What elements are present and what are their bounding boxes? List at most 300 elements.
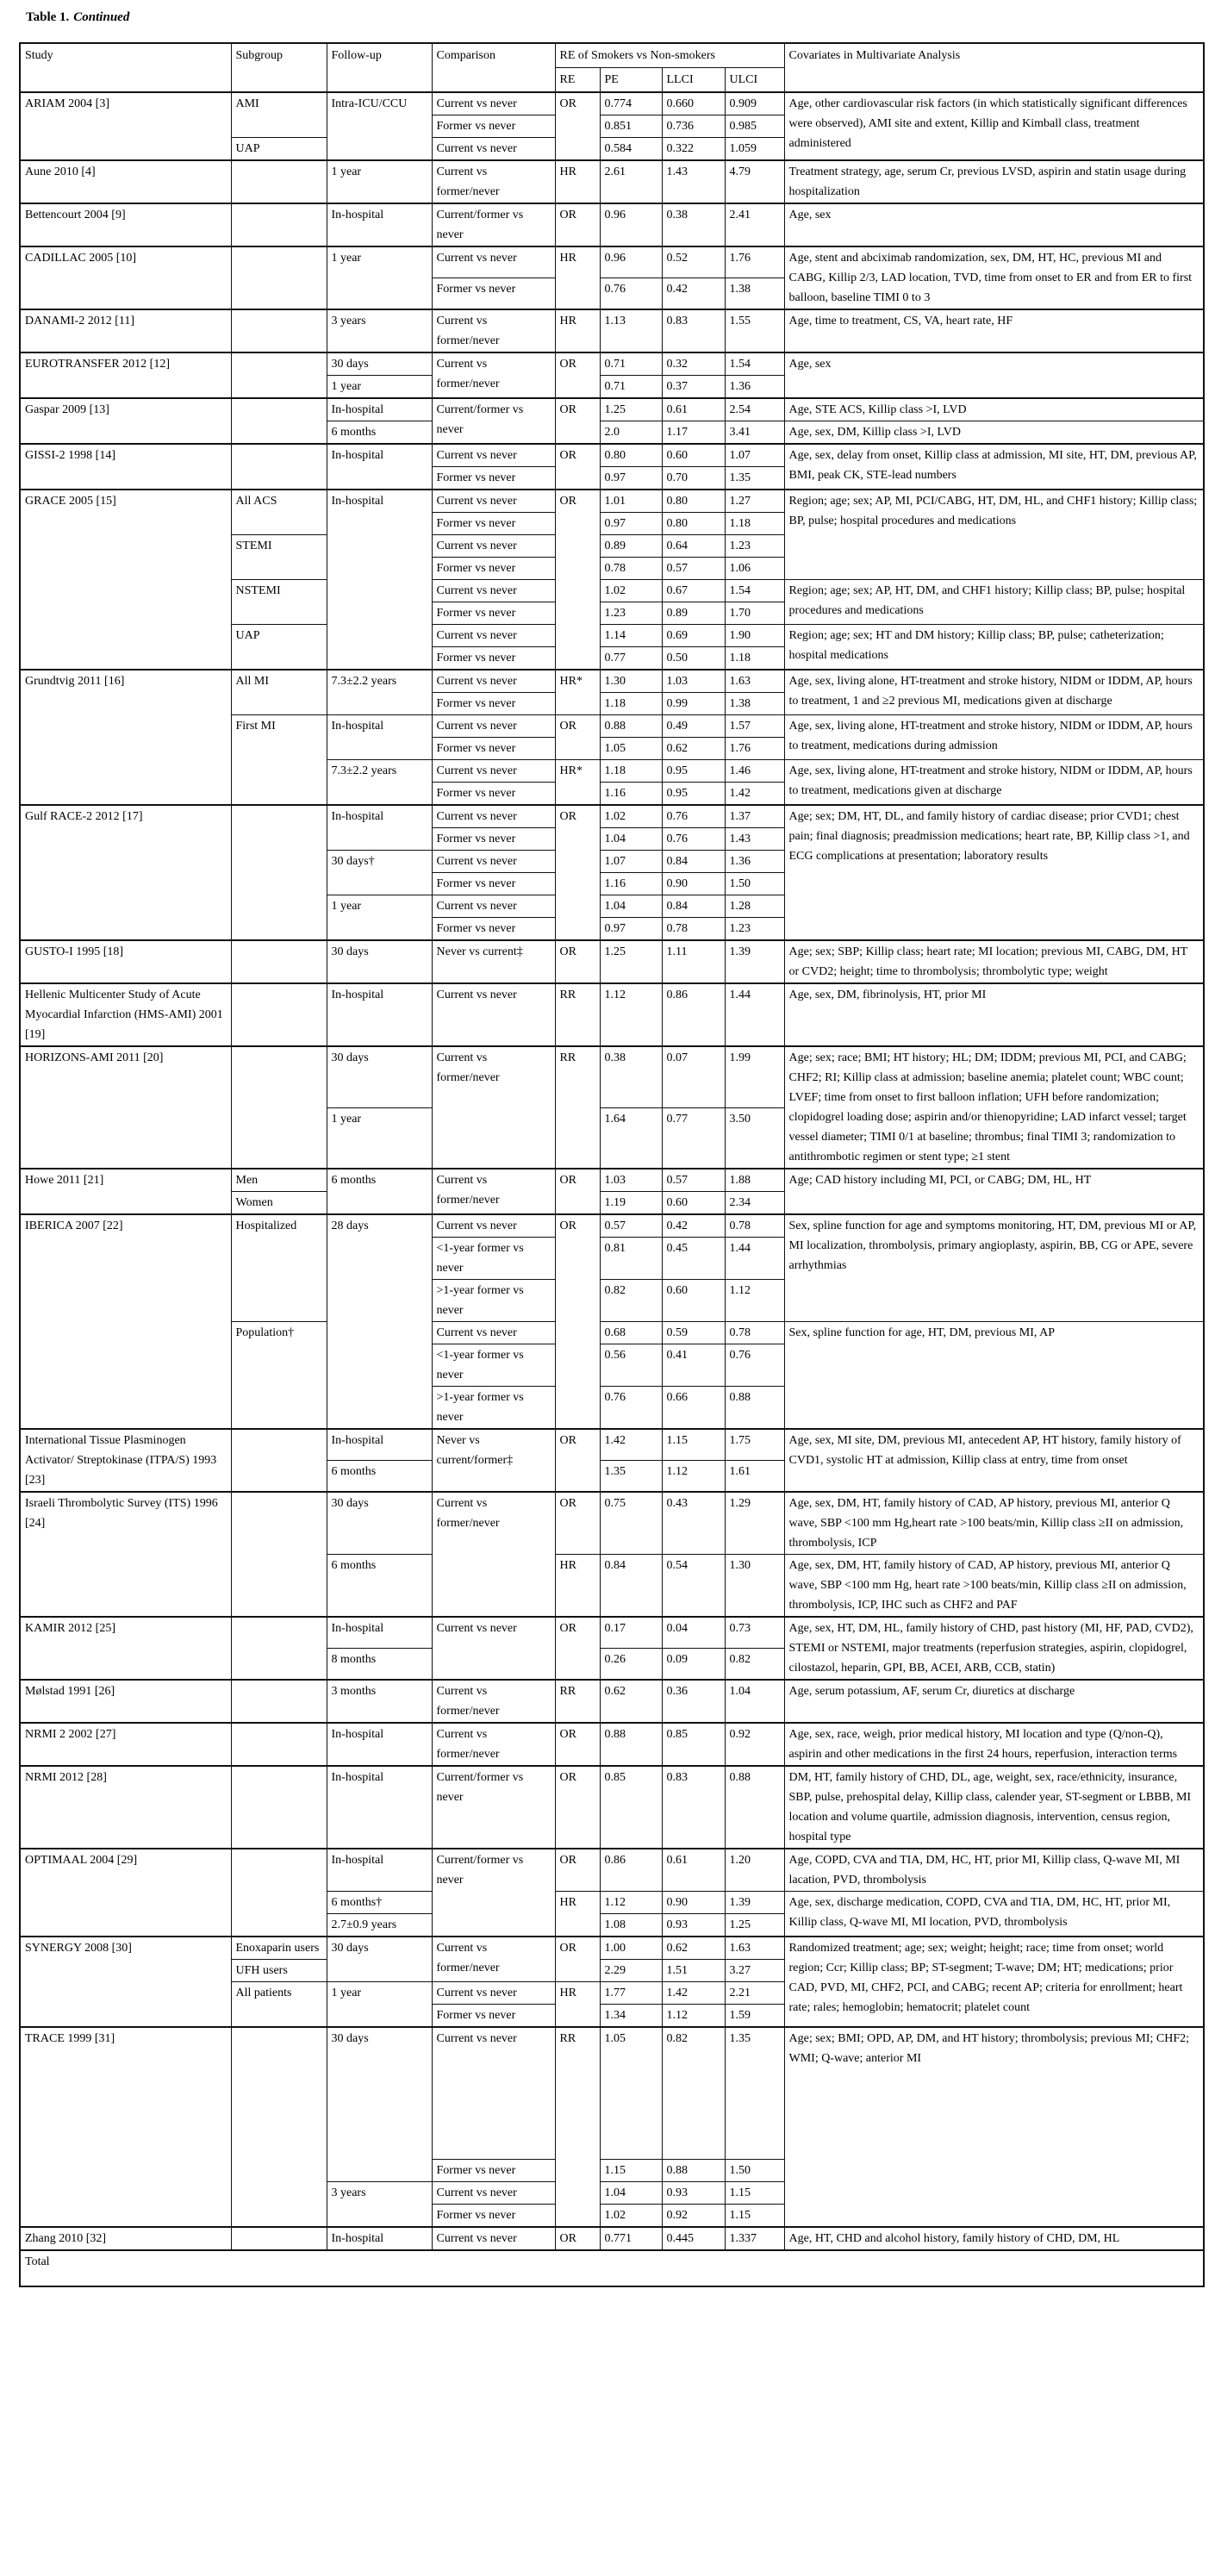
table-cell: 0.41 bbox=[662, 1344, 725, 1387]
table-cell: Current vs never bbox=[432, 1982, 555, 2005]
table-cell: 4.79 bbox=[725, 160, 784, 203]
studies-table bbox=[19, 42, 1205, 2287]
table-cell: Age, sex, DM, HT, family history of CAD, AP history, previous MI, anterior Q wave, SBP <100 mm Hg,heart rate >100 beats/min, Killip class ≥II on admission, thrombolysis, ICP bbox=[784, 1492, 1204, 1555]
table-cell: 0.736 bbox=[662, 115, 725, 138]
table-cell: In-hospital bbox=[327, 1617, 432, 1649]
table-cell: OR bbox=[555, 805, 600, 940]
table-cell: 1.07 bbox=[600, 851, 662, 873]
table-cell: Current vs never bbox=[432, 2227, 555, 2250]
table-cell: 1.12 bbox=[662, 2005, 725, 2028]
table-cell: 0.771 bbox=[600, 2227, 662, 2250]
table-cell: Former vs never bbox=[432, 647, 555, 671]
table-cell: In-hospital bbox=[327, 805, 432, 851]
header-cell: Covariates in Multivariate Analysis bbox=[784, 43, 1204, 92]
table-cell bbox=[231, 246, 327, 309]
table-cell: Former vs never bbox=[432, 2005, 555, 2028]
table-cell: 2.41 bbox=[725, 203, 784, 246]
table-cell: 2.0 bbox=[600, 421, 662, 445]
table-cell: 1.35 bbox=[725, 467, 784, 490]
table-cell: UAP bbox=[231, 138, 327, 161]
table-cell: Never vs current/former‡ bbox=[432, 1429, 555, 1492]
table-cell: 30 days bbox=[327, 1046, 432, 1107]
table-cell: 1.76 bbox=[725, 246, 784, 278]
table-cell: 0.92 bbox=[725, 1723, 784, 1766]
table-cell: RR bbox=[555, 1680, 600, 1723]
table-cell: OR bbox=[555, 1723, 600, 1766]
table-cell: Current vs never bbox=[432, 1322, 555, 1344]
table-cell: 0.78 bbox=[725, 1322, 784, 1344]
table-cell: 1.15 bbox=[725, 2182, 784, 2205]
table-cell: 0.38 bbox=[662, 203, 725, 246]
table-cell: 0.84 bbox=[600, 1555, 662, 1618]
table-cell: 1.63 bbox=[725, 670, 784, 693]
table-cell: OR bbox=[555, 92, 600, 160]
table-cell: Former vs never bbox=[432, 2160, 555, 2182]
study-cell: TRACE 1999 [31] bbox=[20, 2027, 231, 2227]
table-cell: 1.06 bbox=[725, 558, 784, 580]
table-cell: HR bbox=[555, 1892, 600, 1937]
table-cell: 1.02 bbox=[600, 580, 662, 602]
table-title bbox=[26, 10, 1215, 25]
table-cell: 0.76 bbox=[662, 828, 725, 851]
study-cell: GRACE 2005 [15] bbox=[20, 490, 231, 670]
table-cell bbox=[231, 1492, 327, 1617]
table-cell: 0.38 bbox=[600, 1046, 662, 1107]
table-cell: Enoxaparin users bbox=[231, 1937, 327, 1960]
header-cell: LLCI bbox=[662, 68, 725, 93]
table-cell: 0.80 bbox=[662, 490, 725, 513]
table-cell: Age; sex; race; BMI; HT history; HL; DM; IDDM; previous MI, PCI, and CABG; CHF2; RI; Killip class at admission; baseline anemia; platelet count; WBC count; LVEF; time from onset to first balloon inflation; UFH before randomization; clopidogrel loading dose; aspirin and/or thienopyridine; LAD infarct vessel; target vessel diameter; TIMI 0/1 at baseline; thrombus; final TIMI 3; randomization to antithrombotic regimen or stent type; ≥1 stent bbox=[784, 1046, 1204, 1169]
table-cell: OR bbox=[555, 444, 600, 490]
table-cell: 0.76 bbox=[600, 278, 662, 310]
table-cell: 0.774 bbox=[600, 92, 662, 115]
table-cell: Current vs former/never bbox=[432, 1492, 555, 1617]
table-cell: 1.61 bbox=[725, 1461, 784, 1493]
table-cell: 0.43 bbox=[662, 1492, 725, 1555]
table-cell: HR* bbox=[555, 670, 600, 715]
table-cell: AMI bbox=[231, 92, 327, 138]
table-cell bbox=[231, 1849, 327, 1937]
table-cell: Age; sex; BMI; OPD, AP, DM, and HT history; thrombolysis; previous MI; CHF2; WMI; Q-wave; anterior MI bbox=[784, 2027, 1204, 2227]
table-cell: 0.36 bbox=[662, 1680, 725, 1723]
table-cell: UAP bbox=[231, 625, 327, 671]
table-cell: 1.42 bbox=[662, 1982, 725, 2005]
table-cell: 1.55 bbox=[725, 309, 784, 352]
table-cell: 1 year bbox=[327, 246, 432, 309]
study-cell: ARIAM 2004 [3] bbox=[20, 92, 231, 160]
table-cell: 1.23 bbox=[725, 535, 784, 558]
table-cell: Current/former vs never bbox=[432, 1849, 555, 1937]
table-cell: 1.42 bbox=[600, 1429, 662, 1461]
table-cell: 0.83 bbox=[662, 309, 725, 352]
table-cell: OR bbox=[555, 940, 600, 983]
table-cell: 0.95 bbox=[662, 783, 725, 806]
table-cell: OR bbox=[555, 490, 600, 670]
table-cell: 0.86 bbox=[662, 983, 725, 1046]
table-cell: Age, sex, race, weigh, prior medical history, MI location and type (Q/non-Q), aspirin and other medications in the first 24 hours, reperfusion, interaction terms bbox=[784, 1723, 1204, 1766]
table-cell: 0.445 bbox=[662, 2227, 725, 2250]
table-cell: 6 months† bbox=[327, 1892, 432, 1914]
table-cell: 1.15 bbox=[600, 2160, 662, 2182]
table-cell: OR bbox=[555, 715, 600, 760]
table-cell: Current/former vs never bbox=[432, 1766, 555, 1849]
table-cell: Current vs never bbox=[432, 895, 555, 918]
table-cell bbox=[231, 1723, 327, 1766]
header-cell: Comparison bbox=[432, 43, 555, 92]
table-cell bbox=[231, 309, 327, 352]
table-cell: 1.44 bbox=[725, 983, 784, 1046]
table-cell: 1.43 bbox=[662, 160, 725, 203]
table-cell: 1 year bbox=[327, 376, 432, 399]
table-cell: Age, time to treatment, CS, VA, heart rate, HF bbox=[784, 309, 1204, 352]
table-cell: 0.93 bbox=[662, 1914, 725, 1937]
table-cell: Former vs never bbox=[432, 918, 555, 941]
table-cell: 0.09 bbox=[662, 1649, 725, 1681]
table-cell: 0.90 bbox=[662, 873, 725, 895]
table-cell: 0.49 bbox=[662, 715, 725, 738]
table-cell: Age, HT, CHD and alcohol history, family history of CHD, DM, HL bbox=[784, 2227, 1204, 2250]
table-cell bbox=[231, 444, 327, 490]
table-cell: 1.05 bbox=[600, 738, 662, 760]
study-cell: Zhang 2010 [32] bbox=[20, 2227, 231, 2250]
table-cell: 2.29 bbox=[600, 1960, 662, 1982]
table-cell: OR bbox=[555, 1937, 600, 1982]
table-cell: Former vs never bbox=[432, 602, 555, 625]
table-cell: Age; CAD history including MI, PCI, or CABG; DM, HL, HT bbox=[784, 1169, 1204, 1214]
table-cell: 0.71 bbox=[600, 376, 662, 399]
table-cell: OR bbox=[555, 203, 600, 246]
table-cell: 1.13 bbox=[600, 309, 662, 352]
table-cell: 0.62 bbox=[600, 1680, 662, 1723]
table-cell: 1 year bbox=[327, 1982, 432, 2028]
table-cell: Current vs former/never bbox=[432, 352, 555, 398]
table-cell: In-hospital bbox=[327, 1766, 432, 1849]
table-cell: 1.57 bbox=[725, 715, 784, 738]
table-cell: <1-year former vs never bbox=[432, 1238, 555, 1280]
table-cell: 0.78 bbox=[662, 918, 725, 941]
table-cell: 1.05 bbox=[600, 2027, 662, 2160]
table-cell: Sex, spline function for age and symptoms monitoring, HT, DM, previous MI or AP, MI localization, thrombolysis, primary angioplasty, aspirin, BB, CG or APE, severe arrhythmias bbox=[784, 1214, 1204, 1322]
table-cell: <1-year former vs never bbox=[432, 1344, 555, 1387]
table-cell: 1.37 bbox=[725, 805, 784, 828]
table-cell: 0.89 bbox=[662, 602, 725, 625]
table-cell: 0.59 bbox=[662, 1322, 725, 1344]
study-cell: IBERICA 2007 [22] bbox=[20, 1214, 231, 1429]
study-cell: OPTIMAAL 2004 [29] bbox=[20, 1849, 231, 1937]
table-cell: 0.60 bbox=[662, 444, 725, 467]
table-cell: 1.14 bbox=[600, 625, 662, 647]
table-cell: 0.62 bbox=[662, 1937, 725, 1960]
table-cell: 2.7±0.9 years bbox=[327, 1914, 432, 1937]
table-cell: Age, sex, DM, fibrinolysis, HT, prior MI bbox=[784, 983, 1204, 1046]
table-cell: 0.57 bbox=[662, 558, 725, 580]
table-cell: In-hospital bbox=[327, 1723, 432, 1766]
table-cell: 0.82 bbox=[725, 1649, 784, 1681]
table-cell: Current vs former/never bbox=[432, 309, 555, 352]
table-cell: Current vs never bbox=[432, 490, 555, 513]
table-cell: Region; age; sex; AP, MI, PCI/CABG, HT, DM, HL, and CHF1 history; Killip class; BP, pulse; hospital procedures and medications bbox=[784, 490, 1204, 580]
study-cell: DANAMI-2 2012 [11] bbox=[20, 309, 231, 352]
table-cell: 1.35 bbox=[600, 1461, 662, 1493]
table-cell: UFH users bbox=[231, 1960, 327, 1982]
table-cell: Randomized treatment; age; sex; weight; height; race; time from onset; world region; Ccr; Killip class; BP; ST-segment; T-wave; DM; HT; medications; prior CAD, PVD, MI, CHF2, PCI, and CABG; recent AP; criteria for enrollment; heart rate; rales; hemoglobin; hematocrit; platelet count bbox=[784, 1937, 1204, 2027]
table-cell: 0.75 bbox=[600, 1492, 662, 1555]
table-cell: DM, HT, family history of CHD, DL, age, weight, sex, race/ethnicity, insurance, SBP, pulse, prehospital delay, Killip class, calender year, ST-segment or LBBB, MI location and volume quartile, admission diagnosis, intervention, census region, hospital type bbox=[784, 1766, 1204, 1849]
study-cell: Gulf RACE-2 2012 [17] bbox=[20, 805, 231, 940]
table-cell: >1-year former vs never bbox=[432, 1387, 555, 1430]
table-cell: Current/former vs never bbox=[432, 203, 555, 246]
table-cell: 1.63 bbox=[725, 1937, 784, 1960]
table-cell: 1.18 bbox=[725, 513, 784, 535]
table-cell: 0.82 bbox=[600, 1280, 662, 1322]
table-cell: HR bbox=[555, 1982, 600, 2028]
table-cell: 1.59 bbox=[725, 2005, 784, 2028]
study-cell: CADILLAC 2005 [10] bbox=[20, 246, 231, 309]
table-cell: STEMI bbox=[231, 535, 327, 580]
table-cell: 1.19 bbox=[600, 1192, 662, 1215]
table-cell: Current vs never bbox=[432, 805, 555, 828]
table-cell: 0.76 bbox=[662, 805, 725, 828]
table-cell: OR bbox=[555, 352, 600, 398]
table-cell: 0.660 bbox=[662, 92, 725, 115]
table-cell bbox=[231, 1766, 327, 1849]
table-cell: Age, STE ACS, Killip class >I, LVD bbox=[784, 398, 1204, 421]
table-cell: 1.02 bbox=[600, 2205, 662, 2228]
header-cell: Study bbox=[20, 43, 231, 92]
table-cell: 0.61 bbox=[662, 1849, 725, 1892]
study-cell: GISSI-2 1998 [14] bbox=[20, 444, 231, 490]
table-cell: Age, sex bbox=[784, 352, 1204, 398]
table-cell: 1.03 bbox=[600, 1169, 662, 1192]
table-cell: Age, sex, DM, Killip class >I, LVD bbox=[784, 421, 1204, 445]
table-cell: 0.86 bbox=[600, 1849, 662, 1892]
table-cell: 1.11 bbox=[662, 940, 725, 983]
table-cell: 1.12 bbox=[662, 1461, 725, 1493]
table-cell: Current vs never bbox=[432, 535, 555, 558]
table-cell: 1.77 bbox=[600, 1982, 662, 2005]
table-cell bbox=[231, 940, 327, 983]
table-cell: In-hospital bbox=[327, 2227, 432, 2250]
table-cell: 0.92 bbox=[662, 2205, 725, 2228]
table-cell: 0.52 bbox=[662, 246, 725, 278]
table-cell: 1.02 bbox=[600, 805, 662, 828]
table-cell: 1.50 bbox=[725, 2160, 784, 2182]
table-cell: 3.41 bbox=[725, 421, 784, 445]
table-cell: 1 year bbox=[327, 895, 432, 941]
table-cell: Age, sex, living alone, HT-treatment and stroke history, NIDM or IDDM, AP, hours to treatment, medications during admission bbox=[784, 715, 1204, 760]
table-cell: 0.76 bbox=[725, 1344, 784, 1387]
table-cell: 1.50 bbox=[725, 873, 784, 895]
table-cell bbox=[231, 160, 327, 203]
table-cell: 0.57 bbox=[600, 1214, 662, 1238]
table-cell: 0.88 bbox=[600, 715, 662, 738]
table-cell: Women bbox=[231, 1192, 327, 1215]
table-title-continued: Continued bbox=[73, 10, 130, 24]
table-cell: 1.12 bbox=[600, 1892, 662, 1914]
table-cell: All ACS bbox=[231, 490, 327, 535]
table-cell: 1.64 bbox=[600, 1107, 662, 1169]
table-cell: Sex, spline function for age, HT, DM, previous MI, AP bbox=[784, 1322, 1204, 1430]
table-cell: 1.04 bbox=[600, 2182, 662, 2205]
table-cell: 0.07 bbox=[662, 1046, 725, 1107]
table-cell: 1.30 bbox=[600, 670, 662, 693]
table-cell: 6 months bbox=[327, 1169, 432, 1214]
table-cell: 28 days bbox=[327, 1214, 432, 1429]
table-cell: Current vs never bbox=[432, 92, 555, 115]
table-cell bbox=[231, 1680, 327, 1723]
header-cell: RE of Smokers vs Non-smokers bbox=[555, 43, 784, 68]
table-cell: In-hospital bbox=[327, 983, 432, 1046]
table-cell bbox=[231, 2027, 327, 2227]
table-cell: HR bbox=[555, 246, 600, 309]
study-cell: Grundtvig 2011 [16] bbox=[20, 670, 231, 805]
table-cell bbox=[231, 1617, 327, 1680]
table-cell: Hospitalized bbox=[231, 1214, 327, 1322]
table-cell: Former vs never bbox=[432, 873, 555, 895]
table-cell: Age, sex, discharge medication, COPD, CVA and TIA, DM, HC, HT, prior MI, Killip class, Q-wave MI, MI location, PVD, thrombolysis bbox=[784, 1892, 1204, 1937]
table-cell: 1.88 bbox=[725, 1169, 784, 1192]
table-cell: Current vs never bbox=[432, 983, 555, 1046]
table-cell: 2.34 bbox=[725, 1192, 784, 1215]
table-cell: 0.97 bbox=[600, 918, 662, 941]
table-cell bbox=[231, 398, 327, 444]
table-cell: 0.56 bbox=[600, 1344, 662, 1387]
table-cell: 0.88 bbox=[600, 1723, 662, 1766]
study-cell: Mølstad 1991 [26] bbox=[20, 1680, 231, 1723]
study-cell: Aune 2010 [4] bbox=[20, 160, 231, 203]
table-cell: 0.61 bbox=[662, 398, 725, 421]
table-cell: In-hospital bbox=[327, 398, 432, 421]
table-cell: Former vs never bbox=[432, 2205, 555, 2228]
table-cell: OR bbox=[555, 1617, 600, 1680]
table-title-label: Table 1. bbox=[26, 10, 70, 24]
table-cell: 0.26 bbox=[600, 1649, 662, 1681]
study-cell: Gaspar 2009 [13] bbox=[20, 398, 231, 444]
table-cell: 0.60 bbox=[662, 1192, 725, 1215]
table-cell: 1.18 bbox=[725, 647, 784, 671]
table-cell: 0.90 bbox=[662, 1892, 725, 1914]
header-cell: RE bbox=[555, 68, 600, 93]
table-cell: 0.93 bbox=[662, 2182, 725, 2205]
table-cell: 0.84 bbox=[662, 851, 725, 873]
table-cell: Former vs never bbox=[432, 115, 555, 138]
table-cell: 0.851 bbox=[600, 115, 662, 138]
table-cell: Treatment strategy, age, serum Cr, previous LVSD, aspirin and statin usage during hospitalization bbox=[784, 160, 1204, 203]
table-cell: All patients bbox=[231, 1982, 327, 2028]
table-cell: 0.67 bbox=[662, 580, 725, 602]
header-cell: ULCI bbox=[725, 68, 784, 93]
table-cell: Former vs never bbox=[432, 738, 555, 760]
table-cell: 1.38 bbox=[725, 278, 784, 310]
table-cell: 1.36 bbox=[725, 376, 784, 399]
table-cell bbox=[231, 983, 327, 1046]
table-cell bbox=[231, 805, 327, 940]
table-cell: 0.909 bbox=[725, 92, 784, 115]
table-cell: 0.32 bbox=[662, 352, 725, 376]
table-cell: OR bbox=[555, 1766, 600, 1849]
table-cell: 3.50 bbox=[725, 1107, 784, 1169]
table-cell: 1.76 bbox=[725, 738, 784, 760]
table-cell: Former vs never bbox=[432, 467, 555, 490]
table-cell: 1.30 bbox=[725, 1555, 784, 1618]
table-cell: Age, sex bbox=[784, 203, 1204, 246]
table-cell: >1-year former vs never bbox=[432, 1280, 555, 1322]
table-cell: 0.70 bbox=[662, 467, 725, 490]
table-cell: 3.27 bbox=[725, 1960, 784, 1982]
table-cell: Age, sex, HT, DM, HL, family history of CHD, past history (MI, HF, PAD, CVD2), STEMI or NSTEMI, major treatments (reperfusion strategies, aspirin, clopidogrel, cilostazol, heparin, GPI, BB, ACEI, ARB, CCB, statin) bbox=[784, 1617, 1204, 1680]
study-cell: Bettencourt 2004 [9] bbox=[20, 203, 231, 246]
table-cell: Current vs former/never bbox=[432, 1937, 555, 1982]
table-cell: 1.38 bbox=[725, 693, 784, 715]
header-cell: Subgroup bbox=[231, 43, 327, 92]
table-cell bbox=[231, 1046, 327, 1169]
table-cell: 6 months bbox=[327, 421, 432, 445]
table-cell: Population† bbox=[231, 1322, 327, 1430]
table-cell: 6 months bbox=[327, 1461, 432, 1493]
table-cell: In-hospital bbox=[327, 1849, 432, 1892]
table-cell: 1.01 bbox=[600, 490, 662, 513]
table-cell: Region; age; sex; AP, HT, DM, and CHF1 history; Killip class; BP, pulse; hospital procedures and medications bbox=[784, 580, 1204, 625]
table-cell: Current vs former/never bbox=[432, 160, 555, 203]
header-cell: Follow-up bbox=[327, 43, 432, 92]
table-cell: 0.77 bbox=[600, 647, 662, 671]
table-cell: 30 days† bbox=[327, 851, 432, 895]
table-cell: In-hospital bbox=[327, 203, 432, 246]
table-cell: 1.23 bbox=[600, 602, 662, 625]
table-cell: 3 months bbox=[327, 1680, 432, 1723]
table-cell: OR bbox=[555, 398, 600, 444]
table-cell: 1.18 bbox=[600, 760, 662, 783]
table-cell: 0.96 bbox=[600, 246, 662, 278]
table-cell: 1.12 bbox=[600, 983, 662, 1046]
table-cell: Current vs never bbox=[432, 2182, 555, 2205]
table-cell: 1.75 bbox=[725, 1429, 784, 1461]
table-cell: Current/former vs never bbox=[432, 398, 555, 444]
table-cell bbox=[231, 1429, 327, 1492]
table-cell: 1.18 bbox=[600, 693, 662, 715]
table-cell: 0.42 bbox=[662, 278, 725, 310]
table-cell: 30 days bbox=[327, 1492, 432, 1555]
table-cell: 1 year bbox=[327, 160, 432, 203]
table-cell: 1.54 bbox=[725, 580, 784, 602]
table-cell: Age, sex, delay from onset, Killip class at admission, MI site, HT, DM, previous AP, BMI, peak CK, STE-lead numbers bbox=[784, 444, 1204, 490]
table-cell: 0.84 bbox=[662, 895, 725, 918]
table-cell: Intra-ICU/CCU bbox=[327, 92, 432, 160]
table-cell: 1.15 bbox=[725, 2205, 784, 2228]
table-cell: RR bbox=[555, 2027, 600, 2227]
table-cell: 30 days bbox=[327, 2027, 432, 2182]
table-cell: 1.44 bbox=[725, 1238, 784, 1280]
table-cell: 0.584 bbox=[600, 138, 662, 161]
table-cell: 1 year bbox=[327, 1107, 432, 1169]
table-cell bbox=[231, 352, 327, 398]
table-cell: 1.059 bbox=[725, 138, 784, 161]
table-cell: Age, COPD, CVA and TIA, DM, HC, HT, prior MI, Killip class, Q-wave MI, MI lacation, PVD, thrombolysis bbox=[784, 1849, 1204, 1892]
table-cell: 0.96 bbox=[600, 203, 662, 246]
table-cell: 0.88 bbox=[725, 1387, 784, 1430]
table-cell: Current vs former/never bbox=[432, 1723, 555, 1766]
table-cell: 3 years bbox=[327, 309, 432, 352]
study-cell: Israeli Thrombolytic Survey (ITS) 1996 [24] bbox=[20, 1492, 231, 1617]
table-cell: RR bbox=[555, 983, 600, 1046]
table-cell: 0.83 bbox=[662, 1766, 725, 1849]
table-cell: 0.97 bbox=[600, 467, 662, 490]
table-cell: Former vs never bbox=[432, 783, 555, 806]
table-cell: 30 days bbox=[327, 1937, 432, 1982]
table-cell: 30 days bbox=[327, 352, 432, 376]
table-cell: Age, sex, MI site, DM, previous MI, antecedent AP, HT history, family history of CVD1, systolic HT at admission, Killip class at entry, time from onset bbox=[784, 1429, 1204, 1492]
table-cell: In-hospital bbox=[327, 715, 432, 760]
